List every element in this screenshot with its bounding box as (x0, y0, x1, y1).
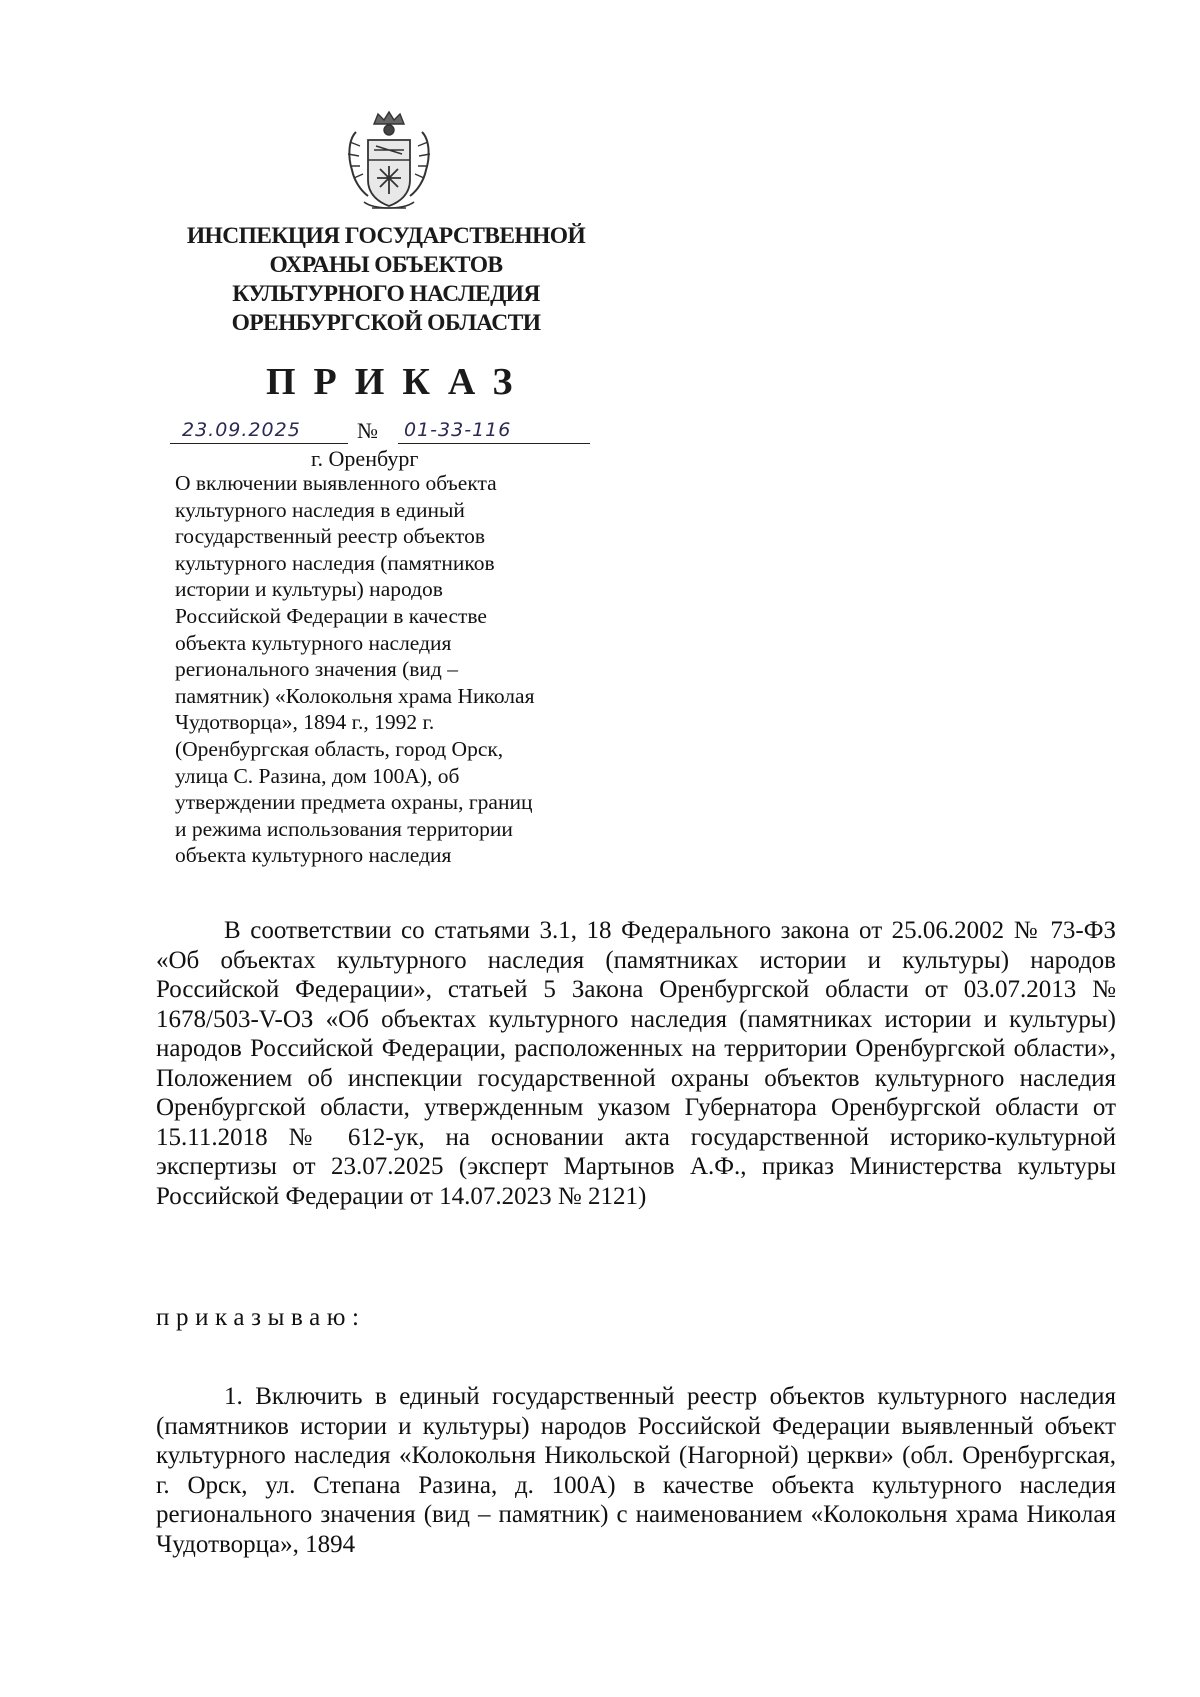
issue-city: г. Оренбург (311, 446, 419, 471)
order-subject (175, 470, 615, 869)
document-type-title: ПРИКАЗ (266, 361, 531, 403)
subject-line: культурного наследия в единый (175, 497, 465, 522)
subject-line: и режима использования территории (175, 816, 513, 841)
coat-of-arms-icon (342, 110, 436, 214)
subject-line: памятник) «Колокольня храма Николая (175, 683, 535, 708)
date-field (170, 415, 348, 444)
organization-line: ИНСПЕКЦИЯ ГОСУДАРСТВЕННОЙ (186, 223, 586, 249)
order-item-1: 1. Включить в единый государственный реестр объектов культурного наследия (памятников истории и культуры) народов Российской Федерации выявленный объект культурного наследия «Колокольня Никольской (Нагорной) церкви» (обл. Оренбургская, г. Орск, ул. Степана Разина, д. 100А) в качестве объекта культурного наследия регионального значения (вид – памятник) с наименованием «Колокольня храма Николая Чудотворца», 1894 (156, 1383, 1116, 1558)
handwritten-date: 23.09.2025 (182, 419, 301, 441)
subject-line: регионального значения (вид – (175, 657, 458, 682)
subject-line: утверждении предмета охраны, границ (175, 790, 533, 815)
organization-line: ОХРАНЫ ОБЪЕКТОВ (269, 252, 503, 278)
subject-line: улица С. Разина, дом 100А), об (175, 763, 460, 788)
organization-line: ОРЕНБУРГСКОЙ ОБЛАСТИ (231, 310, 541, 336)
subject-line: объекта культурного наследия (175, 843, 452, 868)
subject-line: объекта культурного наследия (175, 630, 452, 655)
preamble-paragraph: В соответствии со статьями 3.1, 18 Федерального закона от 25.06.2002 № 73-ФЗ «Об объектах культурного наследия (памятниках истории и культуры) народов Российской Федерации», статьей 5 Закона Оренбургской области от 03.07.2013 № 1678/503-V-ОЗ «Об объектах культурного наследия (памятниках истории и культуры) народов Российской Федерации, расположенных на территории Оренбургской области», Положением об инспекции государственной охраны объектов культурного наследия Оренбургской области, утвержденным указом Губернатора Оренбургской области от 15.11.2018 № 612-ук, на основании акта государственной историко-культурной экспертизы от 23.07.2025 (эксперт Мартынов А.Ф., приказ Министерства культуры Российской Федерации от 14.07.2023 № 2121) (156, 917, 1116, 1210)
number-sign: № (357, 418, 378, 443)
handwritten-number: 01-33-116 (404, 419, 512, 441)
organization-line: КУЛЬТУРНОГО НАСЛЕДИЯ (232, 281, 540, 307)
issuing-organization (176, 222, 596, 338)
subject-line: культурного наследия (памятников (175, 550, 495, 575)
subject-line: Чудотворца», 1894 г., 1992 г. (175, 710, 435, 735)
number-field (398, 415, 590, 444)
subject-line: О включении выявленного объекта (175, 471, 497, 495)
subject-line: Российской Федерации в качестве (175, 603, 487, 628)
subject-line: государственный реестр объектов (175, 524, 485, 549)
subject-line: (Оренбургская область, город Орск, (175, 736, 504, 761)
subject-line: истории и культуры) народов (175, 577, 443, 602)
order-directive: приказываю: (156, 1304, 366, 1331)
